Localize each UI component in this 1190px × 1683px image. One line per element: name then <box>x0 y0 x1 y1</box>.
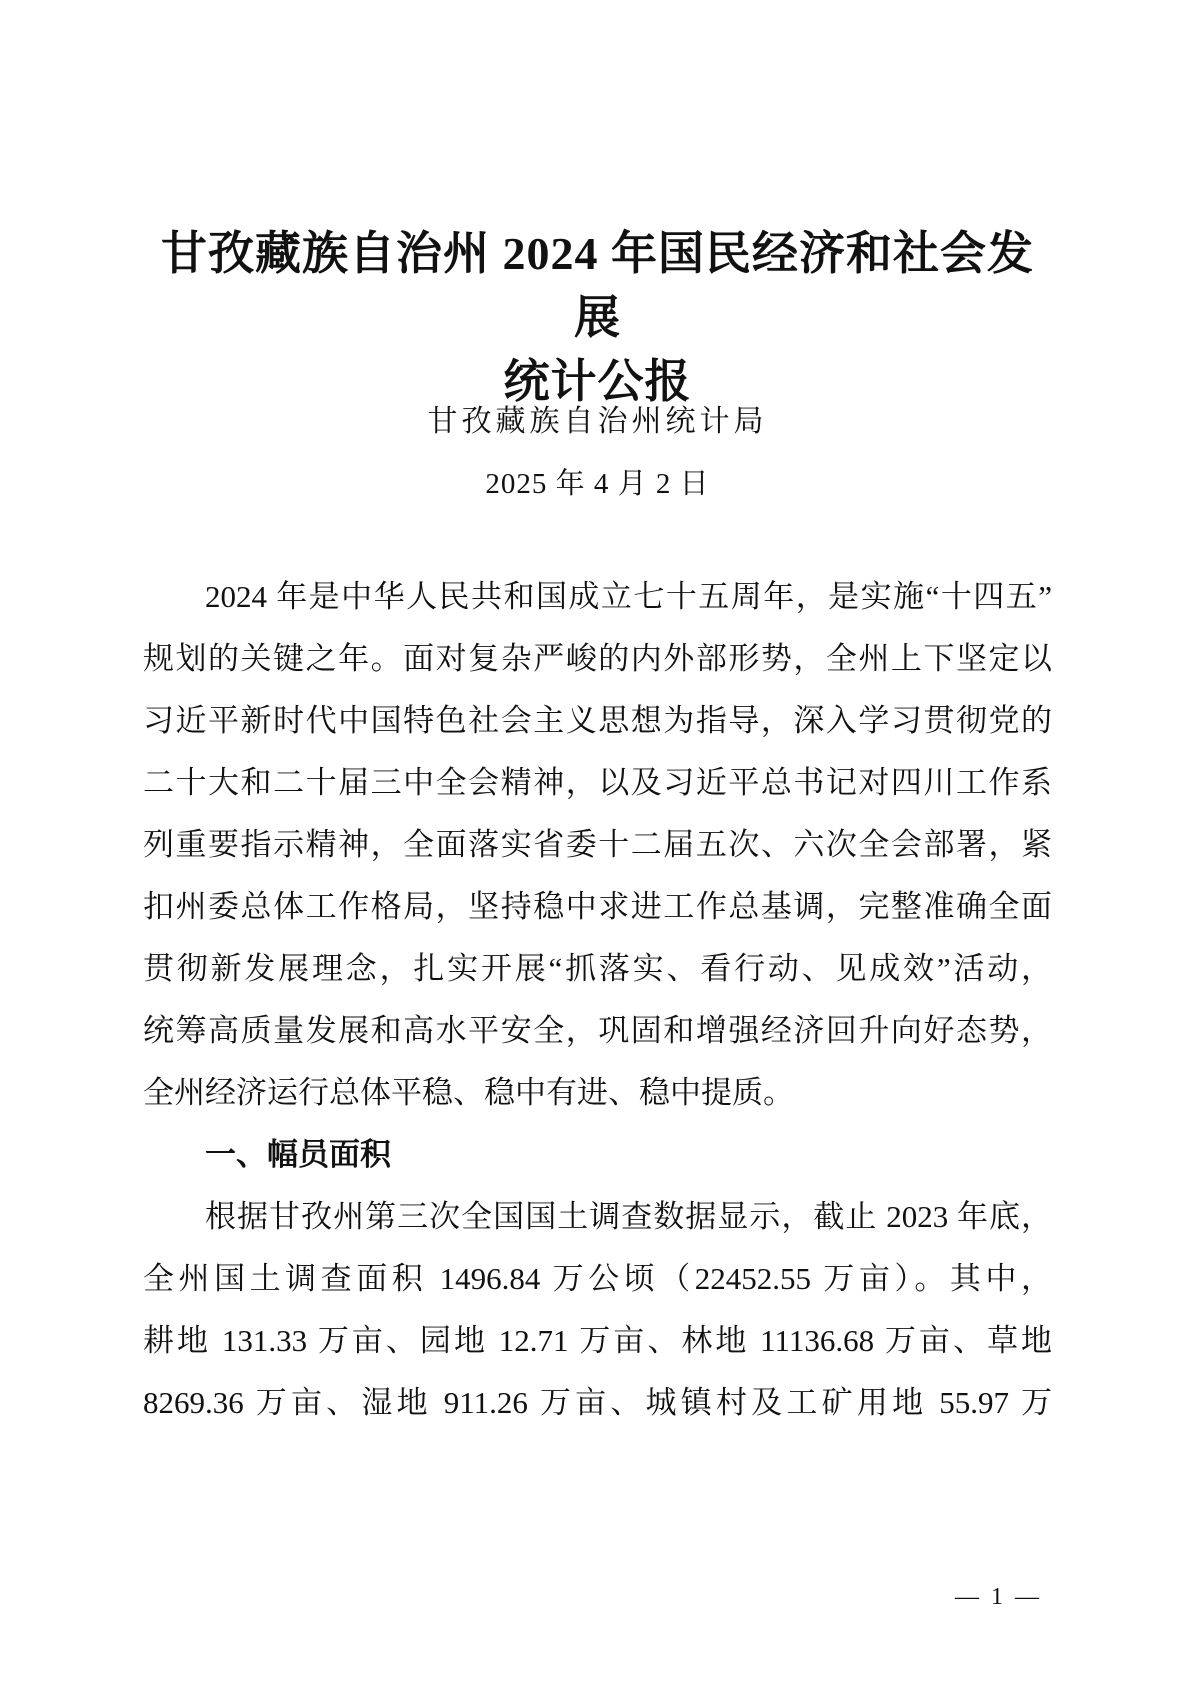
document-title-line-1: 甘孜藏族自治州 2024 年国民经济和社会发展 <box>161 228 1034 343</box>
document-body <box>143 566 1052 1434</box>
paragraph1-line: 规划的关键之年。面对复杂严峻的内外部形势，全州上下坚定以 <box>143 641 1052 676</box>
publish-date: 2025 年 4 月 2 日 <box>485 468 710 500</box>
document-title-line-2: 统计公报 <box>503 356 692 407</box>
paragraph1-line: 贯彻新发展理念，扎实开展“抓落实、看行动、见成效”活动， <box>143 951 1052 986</box>
paragraph2-line: 耕地 131.33 万亩、园地 12.71 万亩、林地 11136.68 万亩、草地 <box>143 1323 1052 1358</box>
paragraph1-line: 统筹高质量发展和高水平安全，巩固和增强经济回升向好态势， <box>143 1013 1052 1048</box>
page-number: — 1 — <box>955 1584 1042 1610</box>
paragraph1-line: 全州经济运行总体平稳、稳中有进、稳中提质。 <box>143 1075 794 1110</box>
document-title <box>143 222 1052 414</box>
paragraph1-line: 列重要指示精神，全面落实省委十二届五次、六次全会部署，紧 <box>143 827 1052 862</box>
section-heading-1: 一、幅员面积 <box>205 1137 391 1172</box>
issuing-agency: 甘孜藏族自治州统计局 <box>427 405 768 438</box>
paragraph1-line: 习近平新时代中国特色社会主义思想为指导，深入学习贯彻党的 <box>143 703 1052 738</box>
paragraph2-line: 8269.36 万亩、湿地 911.26 万亩、城镇村及工矿用地 55.97 万 <box>143 1385 1052 1420</box>
paragraph1-line: 扣州委总体工作格局，坚持稳中求进工作总基调，完整准确全面 <box>143 889 1052 924</box>
paragraph2-line: 全州国土调查面积 1496.84 万公顷（22452.55 万亩）。其中， <box>143 1261 1052 1296</box>
paragraph1-line: 二十大和二十届三中全会精神，以及习近平总书记对四川工作系 <box>143 765 1052 800</box>
paragraph2-line: 根据甘孜州第三次全国国土调查数据显示，截止 2023 年底， <box>205 1199 1052 1234</box>
paragraph1-line: 2024 年是中华人民共和国成立七十五周年，是实施“十四五” <box>205 579 1052 614</box>
